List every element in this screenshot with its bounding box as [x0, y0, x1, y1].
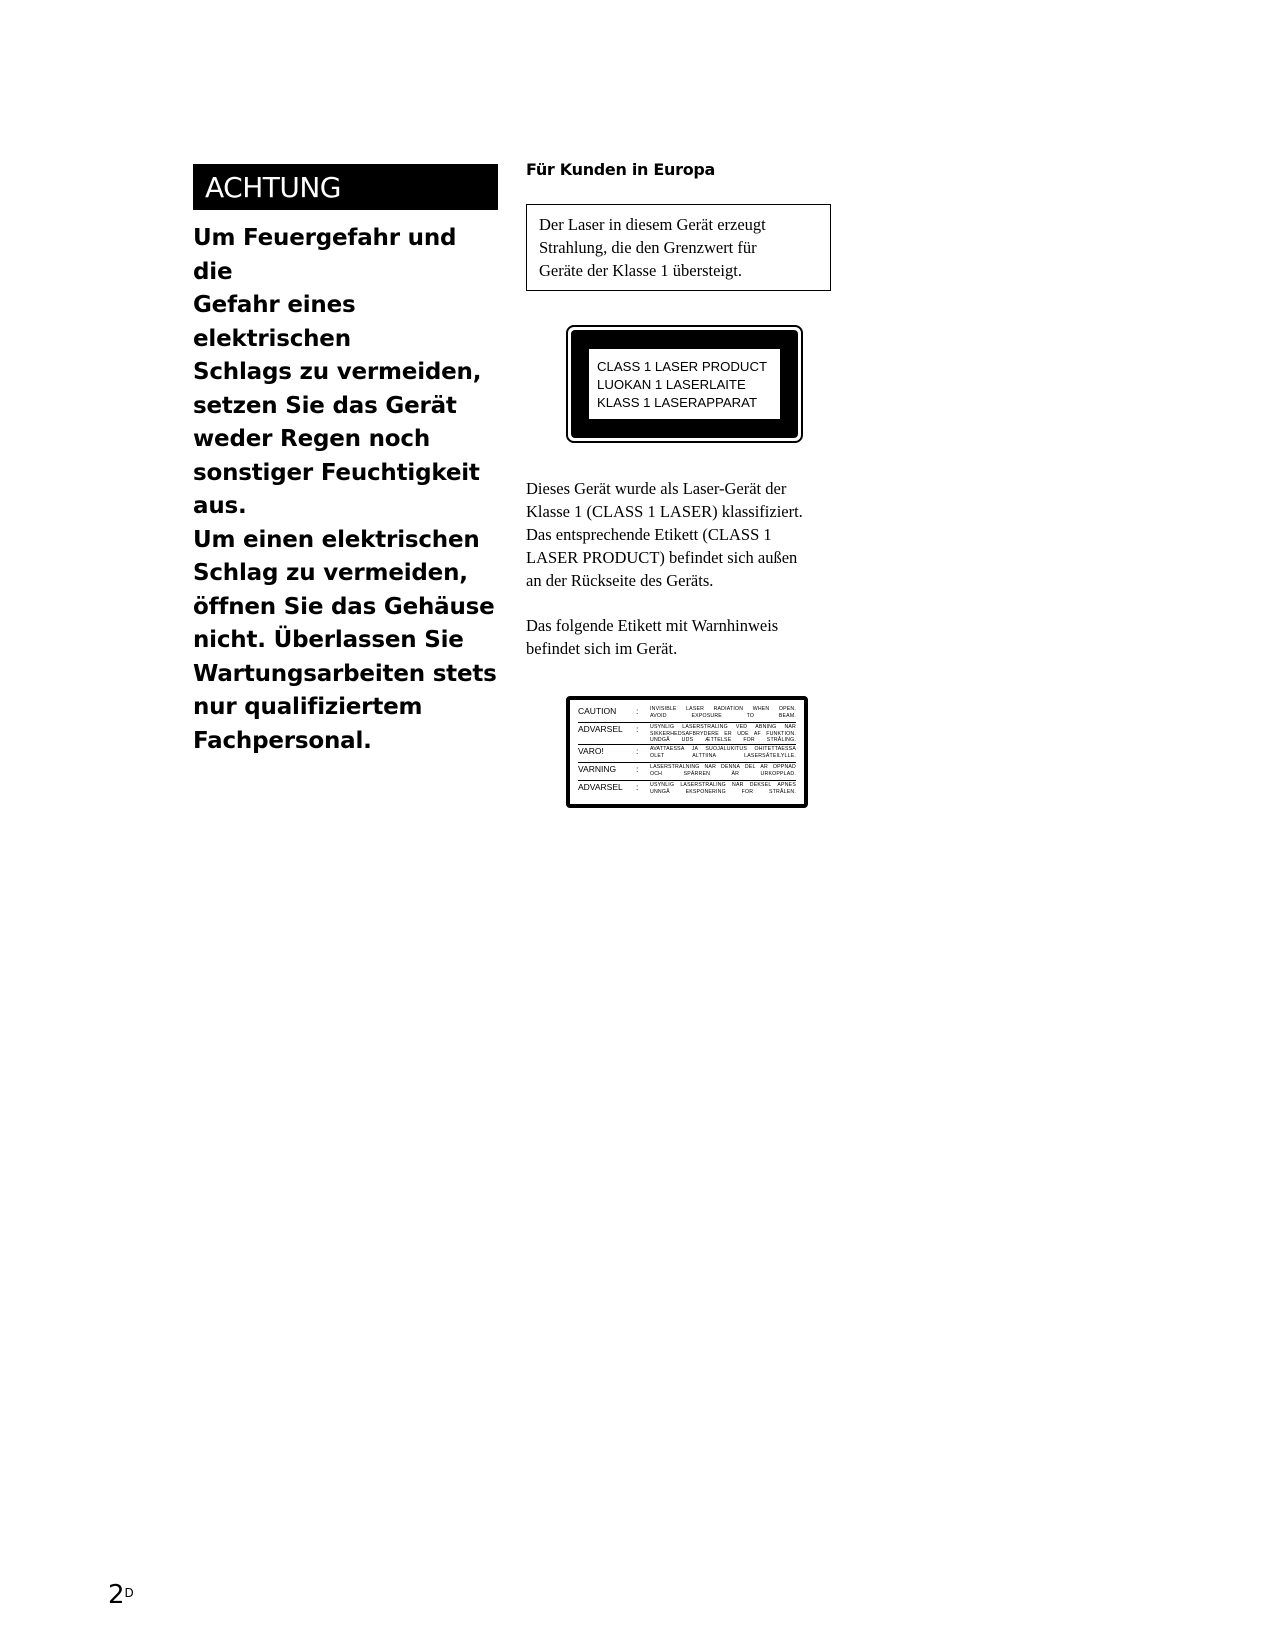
paragraph-line: Das entsprechende Etikett (CLASS 1: [526, 525, 772, 544]
caution-colon: :: [636, 724, 639, 734]
caution-colon: :: [636, 764, 639, 774]
warning-line: setzen Sie das Gerät: [193, 392, 457, 419]
caution-colon: :: [636, 782, 639, 792]
paragraph-line: LASER PRODUCT) befindet sich außen: [526, 548, 798, 567]
warning-line: nicht. Überlassen Sie: [193, 627, 464, 653]
caution-title: CAUTION: [578, 706, 617, 716]
caution-warning-label: [566, 696, 808, 808]
paragraph-line: befindet sich im Gerät.: [526, 639, 678, 658]
caution-text-line: OLET ALTTIINA LASERSÄTEILYLLE.: [650, 752, 796, 759]
caution-text-line: USYNLIG LASERSTRÅLING NÅR DEKSEL ÅPNES: [650, 782, 796, 788]
label-line: CLASS 1 LASER PRODUCT: [597, 359, 768, 374]
left-column: [193, 164, 498, 758]
caution-row: [578, 763, 796, 781]
caution-text: [650, 706, 796, 719]
warning-label-paragraph: [526, 614, 831, 660]
warning-line: Wartungsarbeiten stets: [193, 660, 497, 687]
warning-line: Um Feuergefahr und die: [193, 225, 457, 285]
paragraph-line: an der Rückseite des Geräts.: [526, 571, 714, 590]
caution-text: [650, 724, 796, 744]
caution-text-line: SIKKERHEDSAFBRYDERE ER UDE AF FUNKTION. UNDGÅ UDS ÆTTELSE FOR STRÅLING.: [650, 730, 796, 743]
achtung-heading: ACHTUNG: [193, 164, 498, 210]
laser-notice-box: [526, 204, 831, 291]
label-black-frame: [571, 330, 798, 438]
warning-line: aus.: [193, 493, 247, 519]
caution-row: [578, 723, 796, 745]
caution-text-line: AVATTAESSA JA SUOJALUKITUS OHITETTAESSA: [650, 746, 796, 752]
warning-line: Schlags zu vermeiden,: [193, 359, 482, 385]
caution-text-line: INVISIBLE LASER RADIATION WHEN OPEN.: [650, 706, 796, 712]
caution-text: [650, 764, 796, 777]
page-number-digit: 2: [108, 1580, 125, 1610]
caution-text-line: UNNGÅ EKSPONERING FOR STRÅLEN.: [650, 788, 796, 795]
caution-title: VARNING: [578, 764, 617, 774]
section-heading: Für Kunden in Europa: [526, 160, 716, 179]
warning-line: Um einen elektrischen: [193, 526, 480, 553]
notice-line: Strahlung, die den Grenzwert für: [539, 238, 757, 257]
caution-colon: :: [636, 706, 639, 716]
warning-line: Gefahr eines elektrischen: [193, 292, 356, 352]
caution-text-line: LASERSTRÅLNING NÄR DENNA DEL ÄR OPPNÅD: [650, 764, 796, 770]
caution-row: [578, 781, 796, 799]
page-number-suffix: D: [124, 1586, 134, 1600]
paragraph-line: Das folgende Etikett mit Warnhinweis: [526, 616, 779, 635]
warning-text: [193, 222, 498, 758]
warning-line: Schlag zu vermeiden,: [193, 560, 468, 586]
caution-title: ADVARSEL: [578, 782, 623, 792]
paragraph-line: Dieses Gerät wurde als Laser-Gerät der: [526, 479, 787, 498]
warning-line: Fachpersonal.: [193, 727, 372, 754]
warning-line: sonstiger Feuchtigkeit: [193, 459, 480, 486]
caution-text: [650, 746, 796, 759]
caution-colon: :: [636, 746, 639, 756]
page-number: [108, 1580, 134, 1610]
warning-line: weder Regen noch: [193, 426, 430, 452]
caution-text-line: AVOID EXPOSURE TO BEAM.: [650, 712, 796, 719]
warning-line: nur qualifiziertem: [193, 694, 423, 720]
paragraph-line: Klasse 1 (CLASS 1 LASER) klassifiziert.: [526, 502, 803, 521]
caution-text-line: USYNLIG LASERSTRÅLING VED ÅBNING NÅR: [650, 724, 796, 730]
caution-title: VARO!: [578, 746, 604, 756]
class-1-laser-label: [566, 325, 803, 443]
notice-line: Geräte der Klasse 1 übersteigt.: [539, 261, 742, 280]
caution-title: ADVARSEL: [578, 724, 623, 734]
right-column: [526, 160, 831, 808]
notice-line: Der Laser in diesem Gerät erzeugt: [539, 215, 766, 234]
label-line: KLASS 1 LASERAPPARAT: [597, 395, 758, 410]
caution-text-line: OCH SPÄRREN ÄR URKOPPLAD.: [650, 770, 796, 777]
label-text-area: [589, 349, 780, 419]
label-line: LUOKAN 1 LASERLAITE: [597, 377, 746, 392]
caution-row: [578, 705, 796, 723]
classification-paragraph: [526, 477, 831, 592]
warning-line: öffnen Sie das Gehäuse: [193, 593, 495, 620]
caution-text: [650, 782, 796, 795]
caution-row: [578, 745, 796, 763]
